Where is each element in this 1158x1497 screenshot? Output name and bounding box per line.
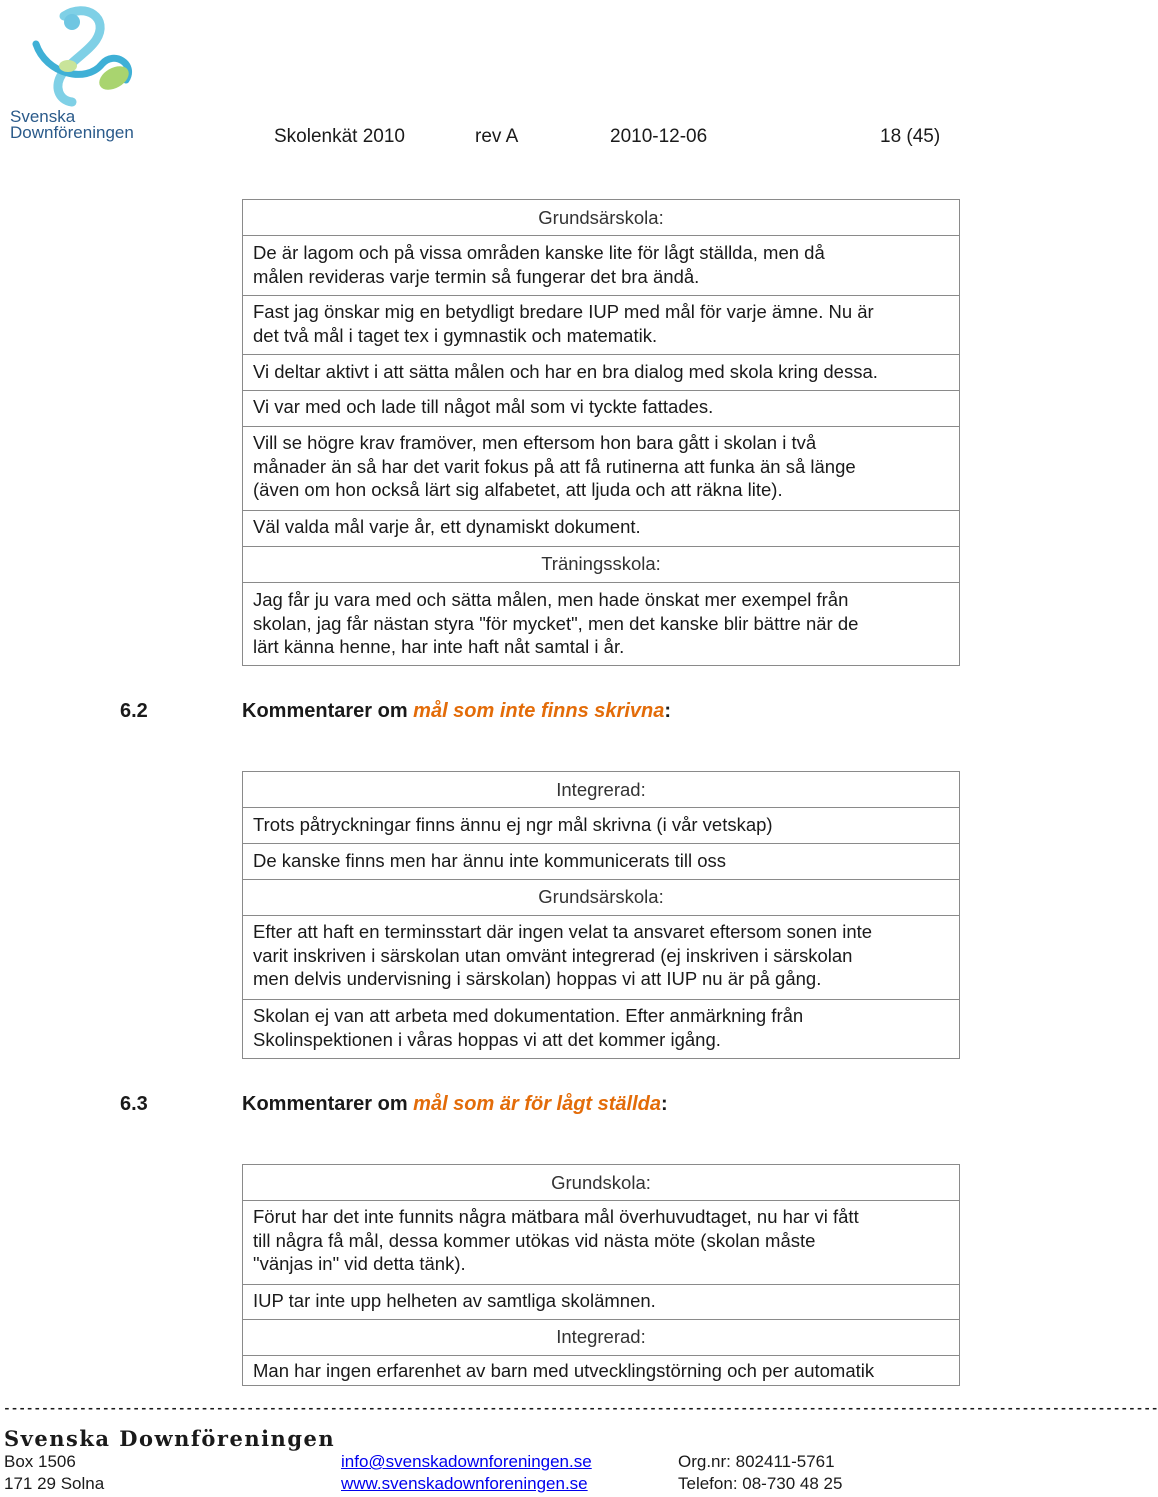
comment-cell: Fast jag önskar mig en betydligt bredare IUP med mål för varje ämne. Nu är det två mål i taget tex i gymnastik och matematik. [243,296,960,355]
school-type-heading: Integrerad: [243,772,960,808]
comment-cell: IUP tar inte upp helheten av samtliga skolämnen. [243,1285,960,1320]
footer-phone: Telefon: 08-730 48 25 [678,1474,843,1493]
comment-cell: Väl valda mål varje år, ett dynamiskt dokument. [243,511,960,547]
comment-cell: Vill se högre krav framöver, men eftersom hon bara gått i skolan i två månader än så har det varit fokus på att få rutinerna att funka än så länge (även om hon också lärt sig alfabetet, att ljuda och att räkna lite). [243,427,960,511]
footer-box: Box 1506 [4,1452,76,1471]
table-row [243,808,960,844]
footer-organization-name: Svenska Downföreningen [4,1426,336,1451]
document-title: Skolenkät 2010 [274,126,405,147]
comment-cell: Trots påtryckningar finns ännu ej ngr mål skrivna (i vår vetskap) [243,808,960,844]
footer-postal-address: 171 29 Solna [4,1474,105,1493]
table-row [243,916,960,1000]
table-row [243,772,960,808]
table-row [243,583,960,666]
document-date: 2010-12-06 [610,126,708,147]
revision-label: rev A [475,126,519,147]
table-row [243,355,960,391]
comment-cell: Efter att haft en terminsstart där ingen velat ta ansvaret eftersom sonen inte varit inskriven i särskolan utan omvänt integrerad (ej inskriven i särskolan men delvis undervisning i särskolan) hoppas vi att IUP nu är på gång. [243,916,960,1000]
table-row [243,236,960,296]
footer-divider: -------------------------------------------------------------------------------------------------------------------------------------------------------- [3,1401,1158,1416]
downforeningen-logo-icon [6,4,156,144]
comment-cell: Skolan ej van att arbeta med dokumentation. Efter anmärkning från Skolinspektionen i våras hoppas vi att det kommer igång. [243,1000,960,1059]
comment-cell: Förut har det inte funnits några mätbara mål överhuvudtaget, nu har vi fått till några få mål, dessa kommer utökas vid nästa möte (skolan måste "vänjas in" vid detta tänk). [243,1201,960,1285]
school-type-heading: Grundsärskola: [243,880,960,916]
comment-cell: Vi var med och lade till något mål som vi tyckte fattades. [243,391,960,427]
logo [6,4,156,144]
comment-cell: Jag får ju vara med och sätta målen, men hade önskat mer exempel från skolan, jag får nästan styra "för mycket", men det kanske blir bättre när de lärt känna henne, har inte haft nåt samtal i år. [243,583,960,666]
table-row [243,1165,960,1201]
svg-text:Svenska: Svenska [10,107,76,126]
table-row [243,844,960,880]
school-type-heading: Grundskola: [243,1165,960,1201]
table-row [243,511,960,547]
table-row [243,391,960,427]
school-type-heading: Integrerad: [243,1320,960,1356]
svg-text:Downföreningen: Downföreningen [10,123,134,142]
table-row [243,427,960,511]
table-row [243,296,960,355]
footer-email-link[interactable]: info@svenskadownforeningen.se [341,1452,592,1471]
table-row [243,1000,960,1059]
section-title: Kommentarer om mål som inte finns skrivna: [242,700,672,722]
footer-website-link[interactable]: www.svenskadownforeningen.se [341,1474,588,1493]
table-row [243,1320,960,1356]
table-row [243,1201,960,1285]
table-row [243,200,960,236]
comment-cell: De är lagom och på vissa områden kanske lite för lågt ställda, men då målen revideras varje termin så fungerar det bra ändå. [243,236,960,296]
section-title: Kommentarer om mål som är för lågt ställda: [242,1093,668,1115]
table-row [243,547,960,583]
page-header [0,126,960,150]
comments-table-3 [242,1164,960,1386]
comments-table-2 [242,771,960,1059]
comment-cell: Vi deltar aktivt i att sätta målen och har en bra dialog med skola kring dessa. [243,355,960,391]
comments-table-1 [242,199,960,666]
section-number: 6.3 [120,1093,148,1115]
table-row [243,1356,960,1386]
comment-cell: Man har ingen erfarenhet av barn med utvecklingstörning och per automatik [243,1356,960,1386]
school-type-heading: Grundsärskola: [243,200,960,236]
school-type-heading: Träningsskola: [243,547,960,583]
section-number: 6.2 [120,700,148,722]
page-number: 18 (45) [880,126,941,147]
table-row [243,1285,960,1320]
comment-cell: De kanske finns men har ännu inte kommunicerats till oss [243,844,960,880]
footer-org-number: Org.nr: 802411-5761 [678,1452,835,1471]
table-row [243,880,960,916]
